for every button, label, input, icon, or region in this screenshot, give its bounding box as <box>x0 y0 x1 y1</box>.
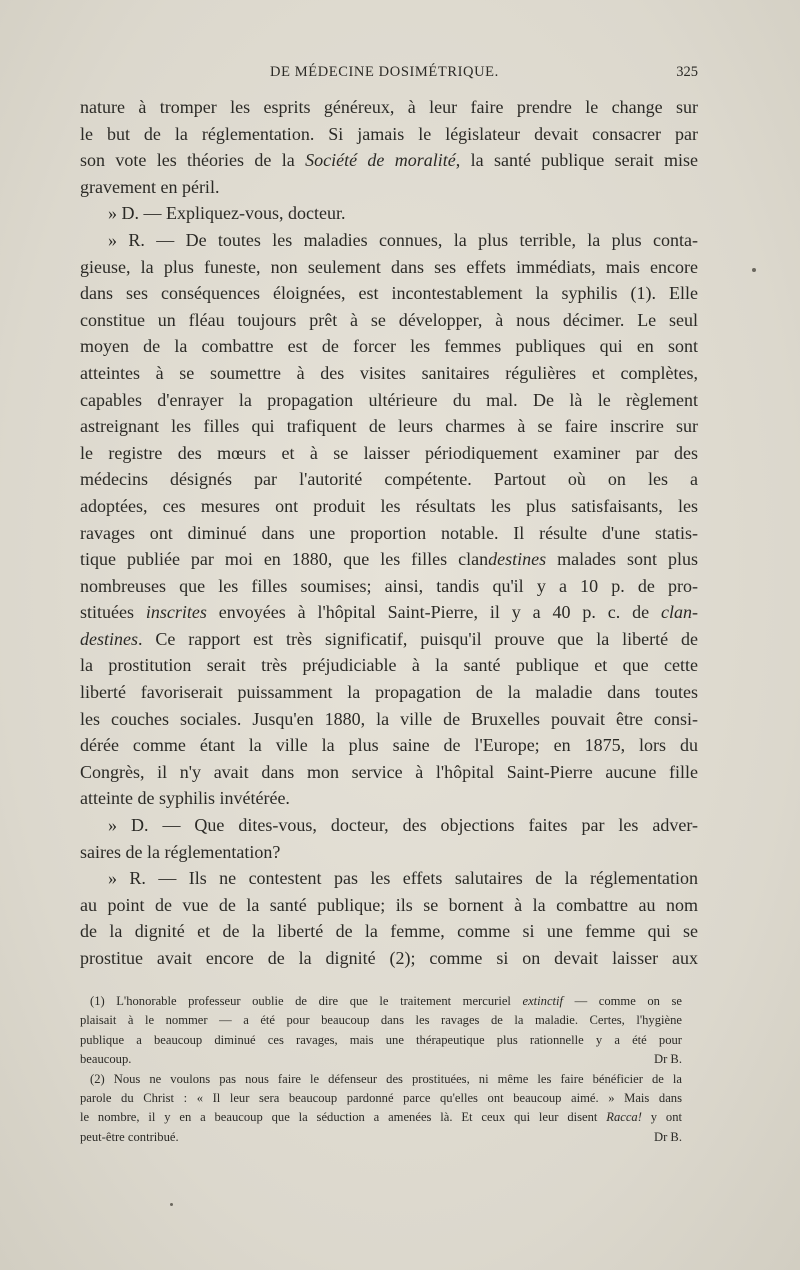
text-line: ravages ont diminué dans une proportion notable. Il résulte d'une statis- <box>80 522 698 543</box>
text-line: » D. — Que dites-vous, docteur, des objections faites par les adver- <box>108 815 698 836</box>
text-line: Congrès, il n'y avait dans mon service à l'hôpital Saint-Pierre aucune fille <box>80 761 698 782</box>
running-title: DE MÉDECINE DOSIMÉTRIQUE. <box>270 64 499 80</box>
text-line: liberté favoriserait puissamment la propagation de la maladie dans toutes <box>80 682 698 703</box>
footnote-signature: Dr B. <box>654 1052 682 1067</box>
footnote-line: (2) Nous ne voulons pas nous faire le défenseur des prostituées, ni même les faire bénéficier de la <box>90 1071 682 1086</box>
footnotes <box>80 992 682 1147</box>
text-line: prostitue avait encore de la dignité (2); comme si on devait laisser aux <box>80 948 698 968</box>
text-line: astreignant les filles qui trafiquent de leurs charmes à se faire inscrire sur <box>80 416 698 437</box>
text-line: médecins désignés par l'autorité compétente. Partout où on les a <box>80 469 698 490</box>
paper-speckle <box>752 268 756 272</box>
text-line: dans ses conséquences éloignées, est incontestablement la syphilis (1). Elle <box>80 283 698 304</box>
text-line: capables d'enrayer la propagation ultérieure du mal. De là le règlement <box>80 389 698 410</box>
text-line: nombreuses que les filles soumises; ainsi, tandis qu'il y a 10 p. de pro- <box>80 575 698 596</box>
text-line: » R. — De toutes les maladies connues, la plus terrible, la plus conta- <box>108 229 698 250</box>
text-line: saires de la réglementation? <box>80 841 281 862</box>
text-line: stituées inscrites envoyées à l'hôpital Saint-Pierre, il y a 40 p. c. de clan- <box>80 602 698 623</box>
text-line: le but de la réglementation. Si jamais le législateur devait consacrer par <box>80 123 698 144</box>
text-line: la prostitution serait très préjudiciable à la santé publique et que cette <box>80 655 698 676</box>
text-line: adoptées, ces mesures ont produit les résultats les plus satisfaisants, les <box>80 495 698 516</box>
footnote-line: peut-être contribué. <box>80 1129 179 1144</box>
text-line: au point de vue de la santé publique; ils se bornent à la combattre au nom <box>80 894 698 915</box>
footnote-line: parole du Christ : « Il leur sera beaucoup pardonné parce qu'elles ont beaucoup aimé. » Mais dans <box>80 1090 682 1105</box>
text-line: le registre des mœurs et à se laisser périodiquement examiner par des <box>80 442 698 463</box>
footnote-line-with-signature <box>80 1050 682 1069</box>
running-head <box>80 64 700 84</box>
text-line: » R. — Ils ne contestent pas les effets salutaires de la réglementation <box>108 868 698 889</box>
footnote-signature: Dr B. <box>654 1129 682 1144</box>
text-line: » D. — Expliquez-vous, docteur. <box>108 203 346 224</box>
text-line: tique publiée par moi en 1880, que les filles clandestines malades sont plus <box>80 549 698 570</box>
footnote-line: plaisait à le nommer — a été pour beaucoup dans les ravages de la maladie. Certes, l'hygiène <box>80 1013 682 1028</box>
text-line: les couches sociales. Jusqu'en 1880, la ville de Bruxelles pouvait être consi- <box>80 708 698 729</box>
footnote-line: publique a beaucoup diminué ces ravages, mais une thérapeutique plus rationnelle y a été pour <box>80 1032 682 1047</box>
paper-speckle <box>170 1203 173 1206</box>
text-line: gravement en péril. <box>80 176 220 197</box>
text-line: gieuse, la plus funeste, non seulement dans ses effets immédiats, mais encore <box>80 256 698 277</box>
footnote-line: (1) L'honorable professeur oublie de dire que le traitement mercuriel extinctif — comme on se <box>90 994 682 1008</box>
footnote-line: le nombre, il y en a beaucoup que la séduction a amenées là. Et ceux qui leur disent Racca! y ont <box>80 1110 683 1125</box>
text-line: atteinte de syphilis invétérée. <box>80 788 290 809</box>
body-text <box>80 94 698 972</box>
text-line: moyen de la combattre est de forcer les femmes publiques qui en sont <box>80 336 698 357</box>
footnote-line-with-signature <box>80 1128 682 1147</box>
text-line: constitue un fléau toujours prêt à se développer, à nous décimer. Le seul <box>80 309 698 330</box>
footnote-line: beaucoup. <box>80 1052 132 1067</box>
page-number: 325 <box>676 64 698 80</box>
text-line: nature à tromper les esprits généreux, à leur faire prendre le change sur <box>80 97 698 117</box>
text-line: dérée comme étant la ville la plus saine de l'Europe; en 1875, lors du <box>80 735 698 756</box>
text-line: de la dignité et de la liberté de la femme, comme si une femme qui se <box>80 921 698 942</box>
text-line: destines. Ce rapport est très significatif, puisqu'il prouve que la liberté de <box>80 628 698 649</box>
text-line: atteintes à se soumettre à des visites sanitaires régulières et complètes, <box>80 362 698 383</box>
text-line: son vote les théories de la Société de moralité, la santé publique serait mise <box>80 150 698 171</box>
